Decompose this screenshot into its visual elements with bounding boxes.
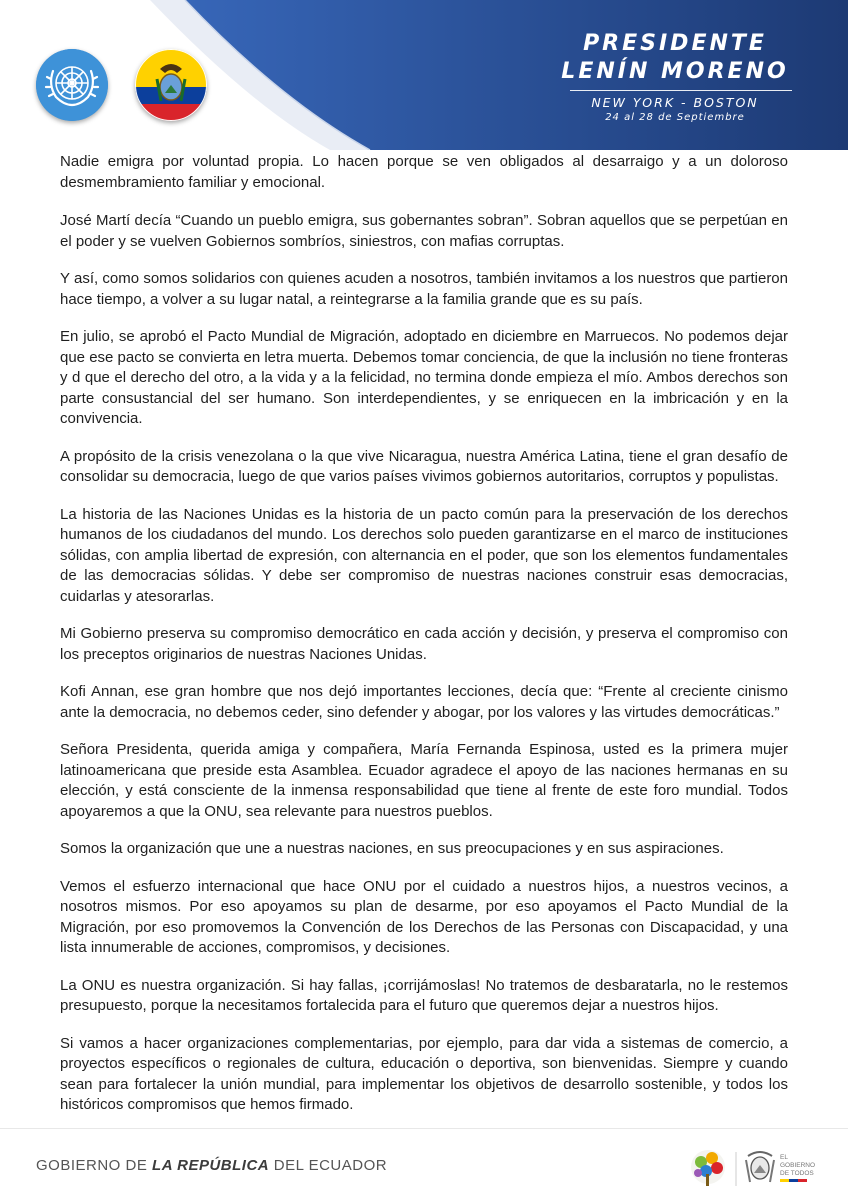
footer-suffix: DEL ECUADOR [269, 1157, 388, 1174]
paragraph-2: José Martí decía “Cuando un pueblo emigra, sus gobernantes sobran”. Sobran aquellos que se perpetúan en el poder y se vuelven Gobiernos sombríos, siniestros, con mafias corruptas. [60, 212, 788, 250]
paragraph-10: Somos la organización que une a nuestras naciones, en sus preocupaciones y en sus aspiraciones. [60, 840, 724, 857]
title-line-name: LENÍN MORENO [561, 59, 789, 84]
speech-body [60, 152, 788, 1133]
footer-logo-text-3: DE TODOS [780, 1170, 814, 1177]
paragraph-9: Señora Presidenta, querida amiga y compañera, María Fernanda Espinosa, usted es la primera mujer latinoamericana que preside esta Asamblea. Ecuador agradece el apoyo de las naciones hermanas en su elección, y está consciente de la inmensa responsabilidad que tiene al frente de este foro mundial. Todos apoyaremos a que la ONU, sea relevante para nuestros pueblos. [60, 741, 788, 820]
paragraph-13: Si vamos a hacer organizaciones complementarias, por ejemplo, para dar vida a sistemas de comercio, a proyectos específicos o regionales de cultura, educación o deportiva, son bienvenidas. Siempre y cuando sean para fortalecer la unión mundial, para implementar los objetivos de desarrollo sostenible, y todos los históricos compromisos que hemos firmado. [60, 1034, 788, 1113]
paragraph-4: En julio, se aprobó el Pacto Mundial de Migración, adoptado en diciembre en Marruecos. No podemos dejar que ese pacto se convierta en letra muerta. Debemos tomar conciencia, de que la inclusión no tiene fronteras y d que el derecho del otro, a la vida y a la felicidad, no termina donde empieza el mío. Ambos derechos son parte consustancial del ser humano. Son interdependientes, y se enriquecen en la imbricación y en la convivencia. [60, 328, 788, 427]
footer-emphasis: LA REPÚBLICA [152, 1157, 270, 1174]
paragraph-7: Mi Gobierno preserva su compromiso democrático en cada acción y decisión, y preserva el compromiso con los preceptos originarios de nuestras Naciones Unidas. [60, 625, 788, 663]
paragraph-1: Nadie emigra por voluntad propia. Lo hacen porque se ven obligados al desarraigo y a un doloroso desmembramiento familiar y emocional. [60, 153, 788, 191]
footer-logo-text-1: EL [780, 1154, 788, 1161]
footer-divider [0, 1128, 848, 1129]
event-location: NEW YORK - BOSTON [591, 95, 759, 110]
paragraph-8: Kofi Annan, ese gran hombre que nos dejó importantes lecciones, decía que: “Frente al creciente cinismo ante la democracia, no debemos ceder, sino defender y abogar, por los valores y las virtudes democráticas.” [60, 683, 788, 721]
ecuador-flag-icon [135, 49, 207, 121]
footer-government-name [36, 1157, 387, 1174]
footer-prefix: GOBIERNO DE [36, 1157, 153, 1174]
ecuador-coat-of-arms-icon [746, 1152, 774, 1182]
event-title-block [550, 30, 800, 125]
paragraph-5: A propósito de la crisis venezolana o la que vive Nicaragua, nuestra América Latina, tiene el gran desafío de consolidar su democracia, luego de que varios países vivimos gobiernos autoritarios, corruptos y populistas. [60, 447, 788, 485]
document-header [0, 0, 848, 150]
paragraph-6: La historia de las Naciones Unidas es la historia de un pacto común para la preservación de los derechos humanos de los ciudadanos del mundo. Los derechos solo pueden garantizarse en el marco de instituciones sólidas, con amplia libertad de expresión, con alternancia en el poder, que son los elementos fundamentales de las democracias sólidas. Y debe ser compromiso de nuestras naciones construir esas democracias, cuidarlas y atesorarlas. [60, 505, 788, 605]
toda-una-vida-logo-icon [691, 1150, 725, 1186]
footer-logo-text-2: GOBIERNO [780, 1162, 816, 1169]
footer-logos [684, 1146, 824, 1192]
paragraph-12: La ONU es nuestra organización. Si hay fallas, ¡corrijámoslas! No tratemos de desbaratarla, no le restemos presupuesto, porque la necesitamos fortalecida para el futuro que queremos dejar a nuestros hijos. [60, 976, 788, 1014]
paragraph-11: Vemos el esfuerzo internacional que hace ONU por el cuidado a nuestros hijos, a nuestros vecinos, a nosotros mismos. Por eso apoyamos su plan de desarme, por eso apoyamos el Pacto Mundial de la Migración, por eso promovemos la Convención de los Derechos de las Personas con Discapacidad, y una lista innumerable de acciones, compromisos, y decisiones. [60, 877, 788, 956]
event-dates: 24 al 28 de Septiembre [605, 112, 745, 123]
un-emblem-icon [36, 49, 108, 121]
title-divider [570, 90, 792, 91]
title-line-presidente: PRESIDENTE [583, 31, 767, 56]
paragraph-3: Y así, como somos solidarios con quienes acuden a nosotros, también invitamos a los nuestros que partieron hace tiempo, a volver a su lugar natal, a reintegrarse a la familia grande que es su país. [60, 270, 788, 308]
